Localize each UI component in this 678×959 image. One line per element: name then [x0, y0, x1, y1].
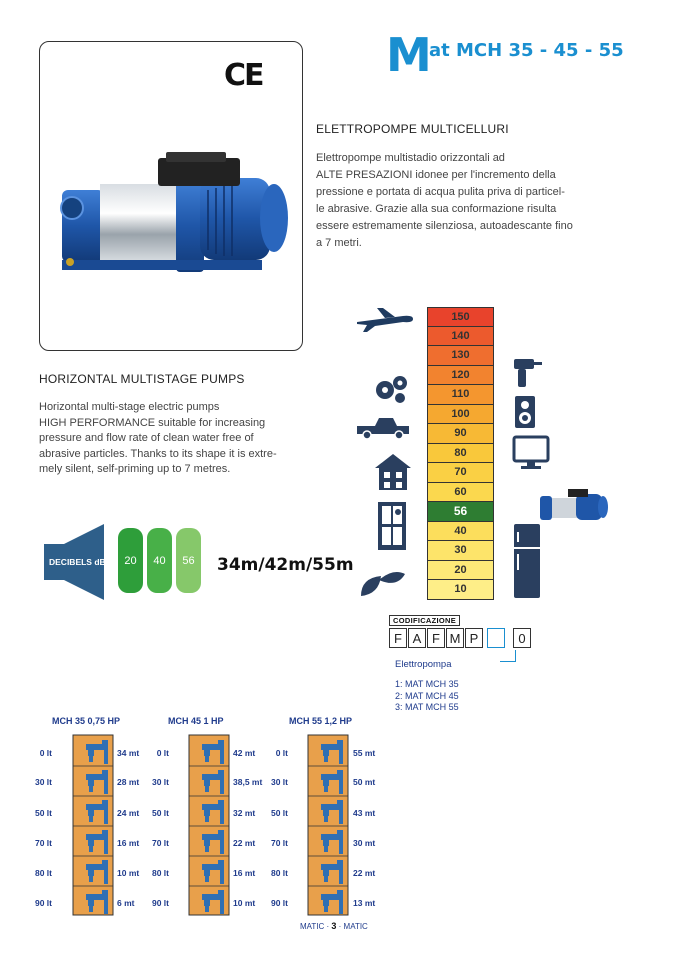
head-height-label: 13 mt	[353, 898, 376, 908]
head-height-label: 28 mt	[117, 777, 140, 787]
airplane-icon	[355, 306, 415, 332]
italian-description	[316, 150, 608, 252]
english-description	[39, 400, 305, 478]
flow-rate-label: 50 lt	[34, 808, 52, 818]
flow-rate-label: 70 lt	[270, 838, 288, 848]
pickup-truck-icon	[355, 416, 411, 440]
max-heads: 34m/42m/55m	[217, 555, 354, 575]
water-drop	[89, 876, 93, 882]
fridge-icon	[512, 522, 542, 600]
water-drop	[324, 876, 328, 882]
codification-char: M	[446, 628, 464, 648]
water-drop	[89, 906, 93, 912]
head-height-label: 16 mt	[117, 838, 140, 848]
head-height-label: 38,5 mt	[233, 777, 263, 787]
water-drop	[324, 846, 328, 852]
water-drop	[205, 756, 209, 762]
codification-char: P	[465, 628, 483, 648]
english-line: HIGH PERFORMANCE suitable for increasing	[39, 416, 266, 429]
scale-level: 150	[427, 307, 494, 327]
decibel-pill: 20	[118, 528, 143, 593]
water-column-diagram	[72, 734, 114, 916]
codification-pointer-label: Elettropompa	[395, 659, 452, 670]
head-height-label: 10 mt	[233, 898, 256, 908]
head-height-label: 22 mt	[353, 868, 376, 878]
drill-icon	[512, 357, 542, 389]
flow-rate-label: 90 lt	[151, 898, 169, 908]
pump-icon	[538, 486, 610, 526]
english-line: Horizontal multi-stage electric pumps	[39, 401, 220, 413]
codification-char: F	[389, 628, 407, 648]
water-drop	[324, 816, 328, 822]
house-icon	[373, 452, 413, 492]
english-line: abrasive particles. Thanks to its shape it is extre-	[39, 447, 277, 460]
noise-scale	[427, 307, 494, 600]
italian-line: ALTE PRESAZIONI idonee per l'incremento della	[316, 169, 556, 181]
head-height-label: 10 mt	[117, 868, 140, 878]
flow-rate-label: 0 lt	[156, 748, 169, 758]
water-column-diagram	[188, 734, 230, 916]
water-drop	[89, 816, 93, 822]
flow-rate-label: 50 lt	[151, 808, 169, 818]
head-height-label: 55 mt	[353, 748, 376, 758]
italian-line: a 7 metri.	[316, 237, 362, 249]
monitor-icon	[512, 435, 550, 471]
model-code-list	[395, 679, 459, 714]
head-height-label: 6 mt	[117, 898, 135, 908]
title-initial: M	[386, 28, 432, 82]
scale-level: 70	[427, 463, 494, 483]
scale-level: 20	[427, 561, 494, 581]
model-code-item: 2: MAT MCH 45	[395, 690, 459, 701]
performance-table-title: MCH 45 1 HP	[168, 716, 224, 726]
water-drop	[205, 876, 209, 882]
head-height-label: 43 mt	[353, 808, 376, 818]
flow-rate-label: 90 lt	[270, 898, 288, 908]
italian-line: essere estremamente silenziosa, autoadescante fino	[316, 220, 573, 232]
flow-rate-label: 30 lt	[34, 777, 52, 787]
head-height-label: 34 mt	[117, 748, 140, 758]
codification-char: F	[427, 628, 445, 648]
head-height-label: 50 mt	[353, 777, 376, 787]
ce-mark: CE	[224, 58, 263, 93]
italian-heading: ELETTROPOMPE MULTICELLURI	[316, 122, 509, 136]
scale-level: 10	[427, 580, 494, 600]
codification-pointer	[500, 650, 516, 662]
pump-product-image	[48, 150, 294, 280]
flow-rate-label: 80 lt	[151, 868, 169, 878]
footer-brand-right: MATIC	[343, 922, 368, 931]
water-drop	[324, 786, 328, 792]
flow-rate-label: 30 lt	[151, 777, 169, 787]
codification-label: CODIFICAZIONE	[389, 615, 460, 626]
night-window-icon	[376, 500, 408, 552]
model-code-item: 3: MAT MCH 55	[395, 702, 459, 712]
codification-char: 0	[513, 628, 531, 648]
english-line: mely silent, self-priming up to 7 metres.	[39, 463, 231, 475]
water-drop	[324, 906, 328, 912]
gears-icon	[373, 374, 409, 404]
scale-level: 120	[427, 366, 494, 386]
codification-variant-slot	[487, 628, 505, 648]
italian-line: Elettropompe multistadio orizzontali ad	[316, 152, 505, 164]
flow-rate-label: 80 lt	[270, 868, 288, 878]
head-height-label: 32 mt	[233, 808, 256, 818]
scale-level: 60	[427, 483, 494, 503]
scale-level: 30	[427, 541, 494, 561]
water-drop	[324, 756, 328, 762]
flow-rate-label: 70 lt	[34, 838, 52, 848]
scale-level: 90	[427, 424, 494, 444]
flow-rate-label: 0 lt	[39, 748, 52, 758]
scale-level: 80	[427, 444, 494, 464]
water-drop	[89, 786, 93, 792]
speaker-icon	[512, 395, 540, 429]
page-title: at MCH 35 - 45 - 55	[429, 40, 624, 61]
scale-level: 110	[427, 385, 494, 405]
scale-level: 130	[427, 346, 494, 366]
flow-rate-label: 70 lt	[151, 838, 169, 848]
flow-rate-label: 90 lt	[34, 898, 52, 908]
scale-level: 100	[427, 405, 494, 425]
flow-rate-label: 50 lt	[270, 808, 288, 818]
water-drop	[205, 846, 209, 852]
head-height-label: 22 mt	[233, 838, 256, 848]
water-drop	[205, 786, 209, 792]
page-footer: MATIC · 3 · MATIC	[300, 921, 368, 931]
model-code-item: 1: MAT MCH 35	[395, 679, 459, 689]
decibel-pill: 56	[176, 528, 201, 593]
water-drop	[89, 756, 93, 762]
italian-line: pressione e portata di acqua pulita priva di particel-	[316, 186, 565, 198]
scale-level-highlight: 56	[427, 502, 494, 522]
page-number: 3	[331, 921, 337, 931]
water-drop	[205, 906, 209, 912]
water-drop	[205, 816, 209, 822]
decibels-label: DECIBELS dB	[49, 557, 106, 567]
english-line: pressure and flow rate of clean water free of	[39, 432, 254, 444]
performance-table-title: MCH 55 1,2 HP	[289, 716, 353, 726]
head-height-label: 42 mt	[233, 748, 256, 758]
codification-char: A	[408, 628, 426, 648]
leaves-icon	[357, 566, 407, 602]
english-heading: HORIZONTAL MULTISTAGE PUMPS	[39, 372, 245, 386]
decibel-pill: 40	[147, 528, 172, 593]
flow-rate-label: 30 lt	[270, 777, 288, 787]
head-height-label: 30 mt	[353, 838, 376, 848]
head-height-label: 24 mt	[117, 808, 140, 818]
italian-line: le abrasive. Grazie alla sua conformazione risulta	[316, 203, 557, 215]
performance-table-title: MCH 35 0,75 HP	[52, 716, 121, 726]
flow-rate-label: 0 lt	[275, 748, 288, 758]
flow-rate-label: 80 lt	[34, 868, 52, 878]
head-height-label: 16 mt	[233, 868, 256, 878]
scale-level: 40	[427, 522, 494, 542]
water-drop	[89, 846, 93, 852]
water-column-diagram	[307, 734, 349, 916]
footer-brand-left: MATIC	[300, 922, 325, 931]
scale-level: 140	[427, 327, 494, 347]
